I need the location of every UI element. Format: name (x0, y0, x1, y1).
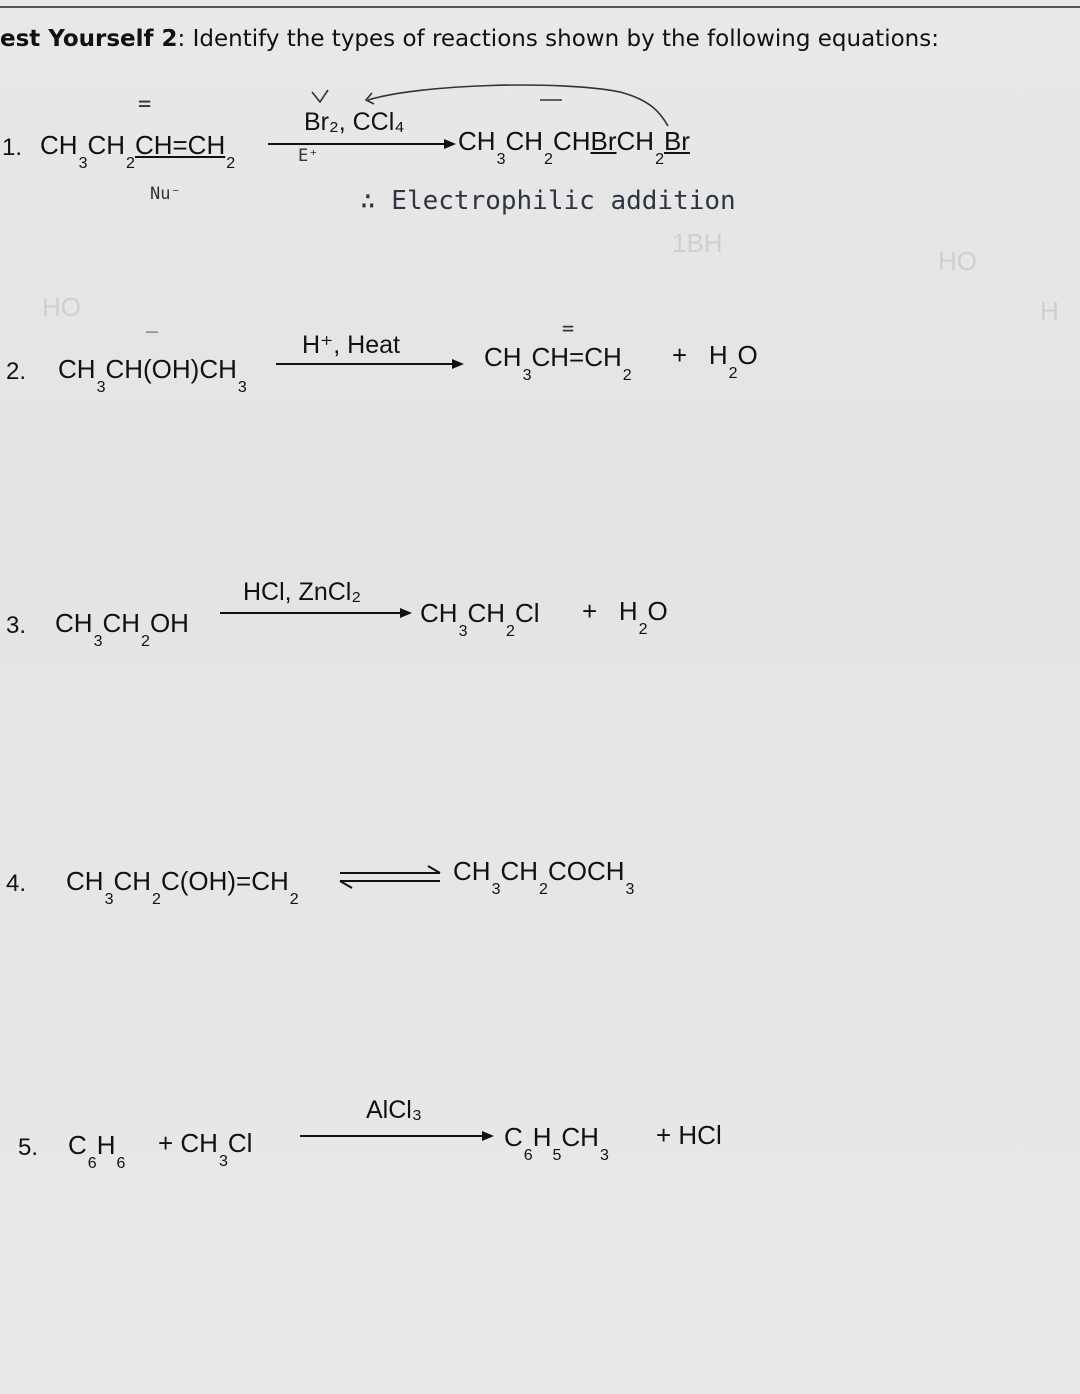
equation-2-number: 2. (6, 358, 27, 385)
equation-2-byproduct: + $H_2O$ (672, 340, 758, 382)
equation-4-product: $CH_3CH_2COCH_3$ (453, 856, 635, 898)
equation-5-product: $C_6H_5CH_3$ (504, 1122, 609, 1164)
equation-5-arrow (0, 0, 1, 1)
equation-3-number: 3. (6, 612, 27, 639)
bleed-through-text: HO (938, 246, 977, 276)
hand-electrophile-label: E⁺ (298, 146, 319, 166)
equation-1-product: $CH_3CH_2CHBrCH_2Br$ (458, 126, 690, 168)
bleed-through-text: 1BH (672, 228, 723, 258)
handwritten-answer: ∴ Electrophilic addition (360, 186, 736, 216)
equation-5-reactant-2: + $CH_3Cl$ (158, 1128, 253, 1170)
hand-mark: ‾ (146, 328, 159, 352)
equation-5-number: 5. (18, 1134, 39, 1161)
equation-5-reagent: AlCl₃ (366, 1096, 423, 1124)
equation-3-byproduct: + $H_2O$ (582, 596, 668, 638)
page-title (0, 26, 939, 52)
equation-3-reagent: HCl, ZnCl₂ (243, 578, 362, 606)
equation-4-reactant: $CH_3CH_2C(OH)=CH_2$ (66, 866, 299, 908)
bleed-through-text: H (1040, 296, 1059, 326)
equation-1-reagent: Br₂, CCl₄ (304, 108, 405, 136)
equation-2-reactant: $CH_3CH(OH)CH_3$ (58, 354, 247, 396)
equation-5-byproduct: + HCl (656, 1120, 722, 1150)
equation-1-reactant: $CH_3CH_2CH=CH_2$ (40, 130, 236, 172)
title-bold: est Yourself 2 (0, 26, 178, 52)
equation-4-number: 4. (6, 870, 27, 897)
equation-5-reactant-1: $C_6H_6$ (68, 1130, 126, 1172)
equation-2-reagent: H⁺, Heat (302, 331, 400, 359)
hand-double-bond-mark: = (138, 92, 152, 117)
bleed-through-text: HO (42, 292, 81, 322)
hand-double-bond-mark: = (562, 316, 575, 340)
top-rule (0, 6, 1080, 8)
hand-nucleophile-label: Nu⁻ (150, 184, 181, 204)
equation-3-product: $CH_3CH_2Cl$ (420, 598, 540, 640)
equation-2-product: $CH_3CH=CH_2$ (484, 342, 632, 384)
title-rest: : Identify the types of reactions shown by the following equations: (177, 26, 939, 52)
equation-3-reactant: $CH_3CH_2OH$ (55, 608, 189, 650)
equation-1-number: 1. (2, 134, 23, 161)
